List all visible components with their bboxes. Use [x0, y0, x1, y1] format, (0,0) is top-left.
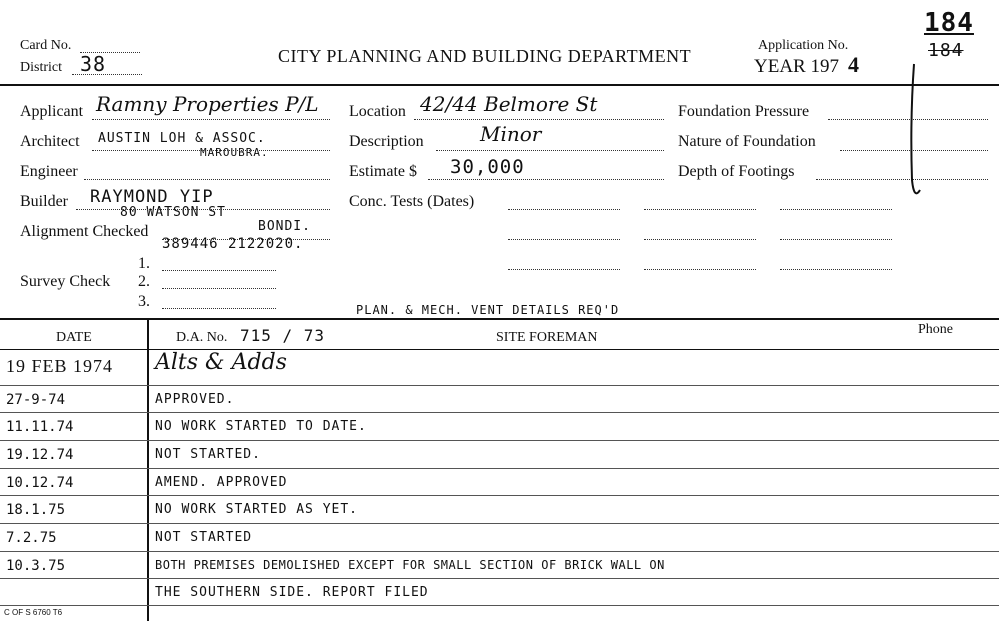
district-value: 38	[80, 52, 107, 76]
application-number: 184	[924, 8, 974, 38]
row-date: 27-9-74	[6, 392, 66, 408]
row-entry: APPROVED.	[155, 392, 235, 407]
description-value: Minor	[480, 122, 542, 146]
conc-line-2a	[508, 239, 620, 240]
row-date: 11.11.74	[6, 419, 74, 435]
row-line	[0, 440, 999, 441]
site-foreman-header: SITE FOREMAN	[496, 330, 598, 345]
da-label: D.A. No.	[176, 330, 228, 345]
district-line	[72, 74, 142, 75]
row-date: 19.12.74	[6, 447, 74, 463]
survey-label: Survey Check	[20, 273, 111, 290]
row-line	[0, 551, 999, 552]
row-date: 10.3.75	[6, 558, 66, 574]
description-line	[436, 150, 664, 151]
card-no-label: Card No.	[20, 38, 72, 53]
row-line	[0, 385, 999, 386]
conc-line-1b	[644, 209, 756, 210]
year-label: YEAR 197	[754, 56, 839, 77]
row-entry: Alts & Adds	[155, 350, 287, 375]
location-line	[414, 119, 664, 120]
row-date: 10.12.74	[6, 475, 74, 491]
conc-line-2b	[644, 239, 756, 240]
engineer-label: Engineer	[20, 163, 78, 180]
estimate-line	[428, 179, 664, 180]
form-code: C OF S 6760 T6	[4, 608, 63, 617]
description-label: Description	[349, 133, 424, 150]
page-title: CITY PLANNING AND BUILDING DEPARTMENT	[278, 46, 692, 66]
conc-line-1a	[508, 209, 620, 210]
row-entry: NOT STARTED	[155, 530, 253, 545]
architect-label: Architect	[20, 133, 80, 150]
row-line	[0, 523, 999, 524]
row-entry: NO WORK STARTED AS YET.	[155, 502, 359, 517]
conc-line-2c	[780, 239, 892, 240]
conc-tests-label: Conc. Tests (Dates)	[349, 193, 475, 210]
row-line	[0, 495, 999, 496]
conc-line-1c	[780, 209, 892, 210]
builder-line	[76, 209, 330, 210]
survey-line-2	[162, 288, 276, 289]
phone-numbers: 389446 2122020.	[162, 236, 304, 252]
header-divider	[0, 84, 999, 86]
da-value: 715 / 73	[240, 326, 326, 345]
date-header: DATE	[56, 330, 92, 345]
log-header-border	[0, 349, 999, 350]
builder-value: RAYMOND YIP	[90, 187, 214, 207]
date-column-divider	[147, 318, 149, 621]
location-label: Location	[349, 103, 406, 120]
row-entry: NO WORK STARTED TO DATE.	[155, 419, 367, 434]
survey-item-3: 3.	[138, 293, 150, 310]
architect-suburb: MAROUBRA.	[200, 146, 269, 159]
builder-address: 80 WATSON ST	[120, 205, 226, 220]
row-line	[0, 578, 999, 579]
log-top-border	[0, 318, 999, 320]
survey-item-1: 1.	[138, 255, 150, 272]
survey-line-1	[162, 270, 276, 271]
phone-header: Phone	[918, 322, 953, 337]
row-date: 7.2.75	[6, 530, 57, 546]
foundation-pressure-label: Foundation Pressure	[678, 103, 810, 120]
handwritten-tick-mark	[900, 60, 930, 210]
year-digit: 4	[848, 52, 859, 77]
row-line	[0, 605, 999, 606]
conc-line-3c	[780, 269, 892, 270]
application-no-label: Application No.	[758, 38, 849, 53]
estimate-label: Estimate $	[349, 163, 417, 180]
builder-suburb: BONDI.	[258, 219, 311, 234]
row-line	[0, 412, 999, 413]
application-number-struck: 184	[928, 40, 964, 61]
survey-item-2: 2.	[138, 273, 150, 290]
plan-note: PLAN. & MECH. VENT DETAILS REQ'D	[356, 303, 620, 317]
row-entry: THE SOUTHERN SIDE. REPORT FILED	[155, 585, 429, 600]
alignment-line	[162, 239, 330, 240]
applicant-value: Ramny Properties P/L	[96, 92, 319, 116]
nature-foundation-label: Nature of Foundation	[678, 133, 816, 150]
row-entry: NOT STARTED.	[155, 447, 261, 462]
location-value: 42/44 Belmore St	[420, 92, 598, 116]
conc-line-3b	[644, 269, 756, 270]
estimate-value: 30,000	[450, 156, 525, 178]
row-entry: AMEND. APPROVED	[155, 475, 288, 490]
architect-line	[92, 150, 330, 151]
depth-footings-label: Depth of Footings	[678, 163, 795, 180]
conc-line-3a	[508, 269, 620, 270]
survey-line-3	[162, 308, 276, 309]
builder-label: Builder	[20, 193, 68, 210]
row-date: 18.1.75	[6, 502, 66, 518]
row-date: 19 FEB 1974	[6, 356, 114, 376]
architect-value: AUSTIN LOH & ASSOC.	[98, 131, 266, 146]
applicant-line	[92, 119, 330, 120]
alignment-label: Alignment Checked	[20, 223, 149, 240]
district-label: District	[20, 60, 62, 75]
row-entry: BOTH PREMISES DEMOLISHED EXCEPT FOR SMALL SECTION OF BRICK WALL ON	[155, 558, 665, 572]
applicant-label: Applicant	[20, 103, 84, 120]
row-line	[0, 468, 999, 469]
engineer-line	[84, 179, 330, 180]
